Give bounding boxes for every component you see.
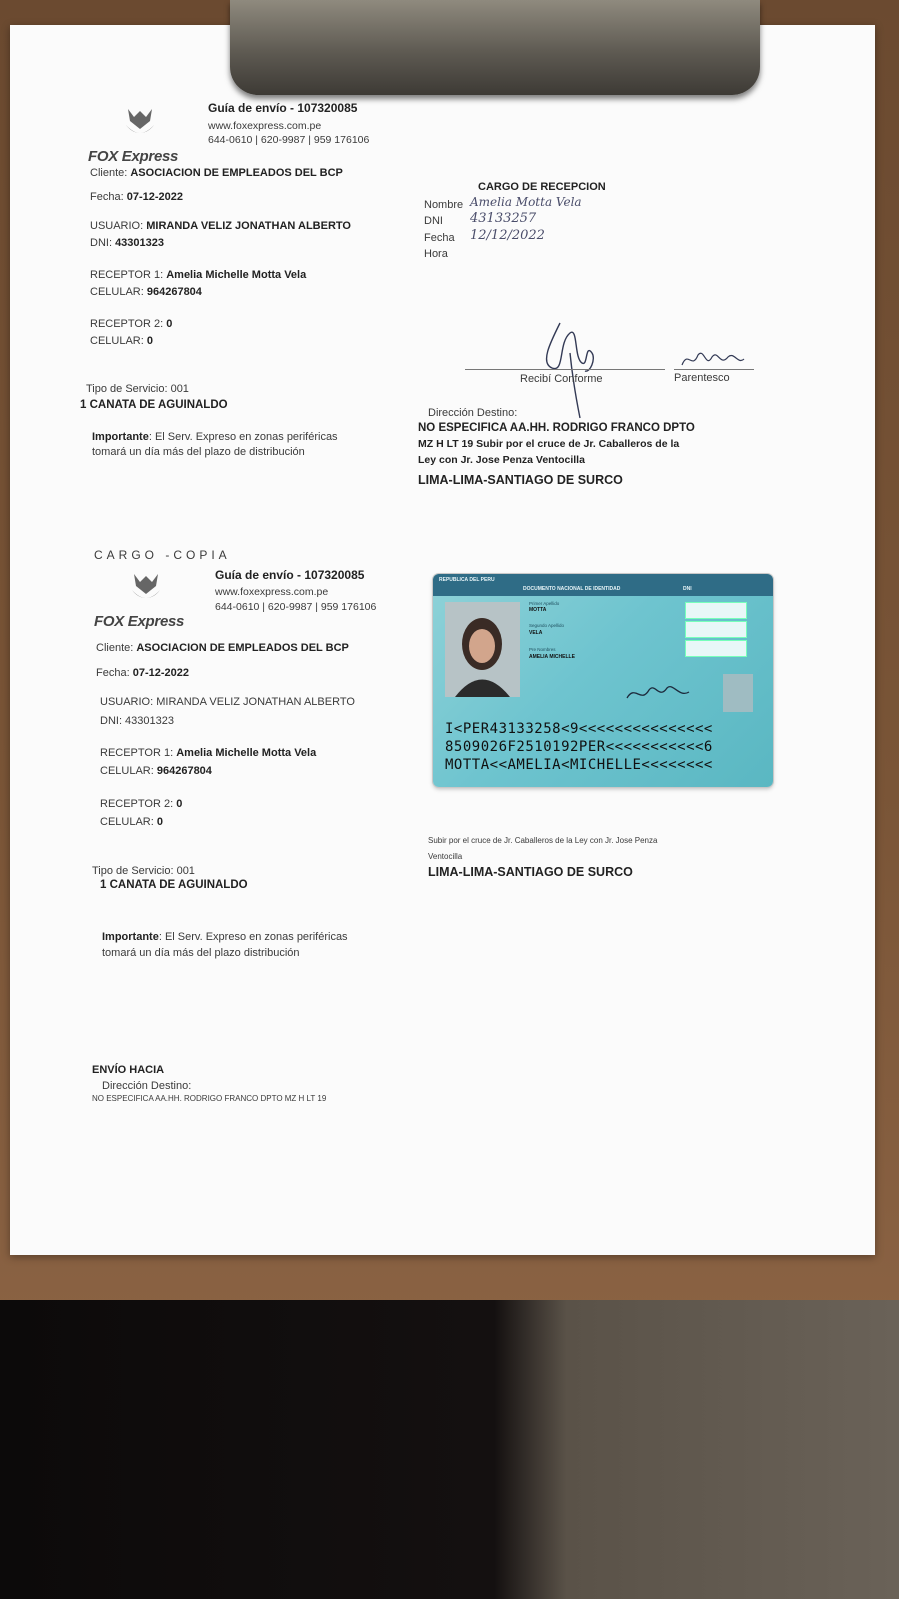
celular1-row: CELULAR: 964267804 xyxy=(90,286,202,298)
cliente-row-copy: Cliente: ASOCIACION DE EMPLEADOS DEL BCP xyxy=(96,642,349,654)
mrz-line3: MOTTA<<AMELIA<MICHELLE<<<<<<<< xyxy=(445,757,713,773)
fox-express-logo-copy xyxy=(94,568,184,630)
signature-icon xyxy=(530,313,610,423)
importante-line1: Importante: El Serv. Expreso en zonas periféricas xyxy=(92,431,338,443)
cargo-title: CARGO DE RECEPCION xyxy=(478,181,606,193)
dni-card-image xyxy=(433,574,773,787)
tipo-servicio-copy: Tipo de Servicio: 001 xyxy=(92,865,195,877)
fecha-row: Fecha: 07-12-2022 xyxy=(90,191,183,203)
id-date-box-3 xyxy=(685,640,747,657)
destino-small-line2: Ventocilla xyxy=(428,852,463,861)
brand-name-copy: FOX Express xyxy=(94,613,185,630)
id-date-box-1 xyxy=(685,602,747,619)
id-signature-icon xyxy=(623,678,693,708)
fecha-handwritten: 12/12/2022 xyxy=(470,228,545,243)
id-ghost-photo xyxy=(723,674,753,712)
id-apellido2: VELA xyxy=(529,630,543,636)
receptor1-row: RECEPTOR 1: Amelia Michelle Motta Vela xyxy=(90,269,307,281)
parentesco-label: Parentesco xyxy=(674,372,730,384)
clipboard-clip xyxy=(230,0,760,95)
parentesco-line xyxy=(674,369,754,370)
tipo-servicio: Tipo de Servicio: 001 xyxy=(86,383,189,395)
id-apellido1-label: Primer Apellido xyxy=(529,601,560,606)
destino-small-line1: Subir por el cruce de Jr. Caballeros de la Ley con Jr. Jose Penza xyxy=(428,836,658,845)
phones: 644-0610 | 620-9987 | 959 176106 xyxy=(208,134,370,146)
guia-title-copy: Guía de envío - 107320085 xyxy=(215,568,365,582)
receptor1-row-copy: RECEPTOR 1: Amelia Michelle Motta Vela xyxy=(100,747,317,759)
fox-logo-icon xyxy=(120,103,160,143)
id-card-header xyxy=(433,574,773,596)
fox-express-logo xyxy=(88,103,178,165)
mrz-line1: I<PER43133258<9<<<<<<<<<<<<<<< xyxy=(445,721,713,737)
cargo-copia-heading: CARGO -COPIA xyxy=(94,548,231,562)
dni-label: DNI xyxy=(424,215,443,227)
envio-destino: NO ESPECIFICA AA.HH. RODRIGO FRANCO DPTO MZ H LT 19 xyxy=(92,1094,327,1103)
id-nombres: AMELIA MICHELLE xyxy=(529,654,575,660)
destino-line3: Ley con Jr. Jose Penza Ventocilla xyxy=(418,454,585,466)
id-apellido2-label: Segundo Apellido xyxy=(529,623,565,628)
celular2-row: CELULAR: 0 xyxy=(90,335,153,347)
usuario-row: USUARIO: MIRANDA VELIZ JONATHAN ALBERTO xyxy=(90,220,351,232)
nombre-label: Nombre xyxy=(424,199,464,211)
importante-line2-copy: tomará un día más del plazo distribución xyxy=(102,947,300,959)
shipping-document xyxy=(10,25,875,1255)
parentesco-signature-icon xyxy=(678,345,748,375)
importante-line2: tomará un día más del plazo de distribución xyxy=(92,446,305,458)
person-photo-icon xyxy=(445,602,520,697)
destino-line2: MZ H LT 19 Subir por el cruce de Jr. Caballeros de la xyxy=(418,438,680,450)
website-copy: www.foxexpress.com.pe xyxy=(215,586,329,598)
envio-destino-label: Dirección Destino: xyxy=(102,1080,192,1092)
id-photo xyxy=(445,602,520,697)
id-country: REPUBLICA DEL PERU xyxy=(439,577,495,583)
id-nombres-label: Pre Nombres xyxy=(529,647,556,652)
dni-handwritten: 43133257 xyxy=(470,211,537,226)
destino-city: LIMA-LIMA-SANTIAGO DE SURCO xyxy=(418,473,623,487)
signature-line xyxy=(465,369,665,370)
mrz-line2: 8509026F2510192PER<<<<<<<<<<<6 xyxy=(445,739,713,755)
receptor2-row: RECEPTOR 2: 0 xyxy=(90,318,173,330)
envio-hacia: ENVÍO HACIA xyxy=(92,1064,165,1076)
recibi-conforme: Recibí Conforme xyxy=(520,373,603,385)
item-desc: 1 CANATA DE AGUINALDO xyxy=(80,399,228,411)
usuario-row-copy: USUARIO: MIRANDA VELIZ JONATHAN ALBERTO xyxy=(100,696,355,708)
fox-logo-icon xyxy=(126,568,166,608)
destino-label: Dirección Destino: xyxy=(428,407,518,419)
fecha-row-copy: Fecha: 07-12-2022 xyxy=(96,667,189,679)
destino-city-copy: LIMA-LIMA-SANTIAGO DE SURCO xyxy=(428,865,633,879)
brand-name: FOX Express xyxy=(88,148,179,165)
celular2-row-copy: CELULAR: 0 xyxy=(100,816,163,828)
nombre-handwritten: Amelia Motta Vela xyxy=(470,195,582,209)
dni-row: DNI: 43301323 xyxy=(90,237,165,249)
guia-title: Guía de envío - 107320085 xyxy=(208,101,358,115)
fecha-label: Fecha xyxy=(424,232,455,244)
cliente-row: Cliente: ASOCIACION DE EMPLEADOS DEL BCP xyxy=(90,167,343,179)
receptor2-row-copy: RECEPTOR 2: 0 xyxy=(100,798,183,810)
website: www.foxexpress.com.pe xyxy=(208,120,322,132)
background-floor xyxy=(0,1300,899,1599)
id-dni-label: DNI xyxy=(683,586,692,592)
id-date-box-2 xyxy=(685,621,747,638)
destino-line1: NO ESPECIFICA AA.HH. RODRIGO FRANCO DPTO xyxy=(418,422,695,434)
hora-label: Hora xyxy=(424,248,448,260)
dni-row-copy: DNI: 43301323 xyxy=(100,715,174,727)
celular1-row-copy: CELULAR: 964267804 xyxy=(100,765,212,777)
phones-copy: 644-0610 | 620-9987 | 959 176106 xyxy=(215,601,377,613)
importante-line1-copy: Importante: El Serv. Expreso en zonas periféricas xyxy=(102,931,348,943)
id-apellido1: MOTTA xyxy=(529,607,547,613)
item-desc-copy: 1 CANATA DE AGUINALDO xyxy=(100,879,248,891)
id-doc-type: DOCUMENTO NACIONAL DE IDENTIDAD xyxy=(523,586,621,592)
